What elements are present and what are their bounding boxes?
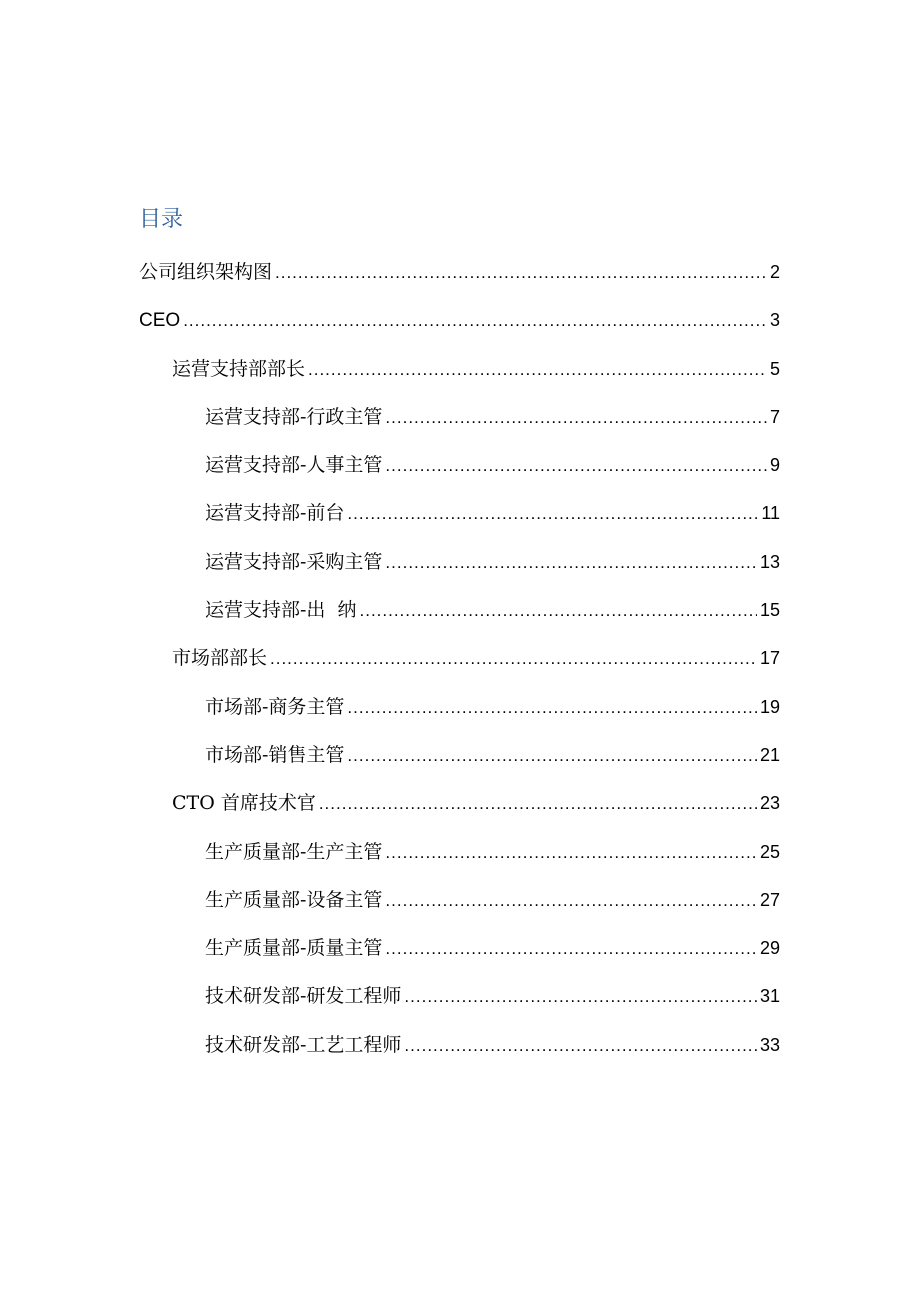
toc-entry-page: 13 (759, 551, 780, 572)
toc-entry-page: 7 (769, 406, 780, 427)
toc-entry-page: 31 (759, 986, 780, 1007)
toc-entry-title: 市场部-销售主管 (205, 743, 345, 766)
toc-entry-page: 21 (759, 744, 780, 765)
toc-entry-page: 29 (759, 938, 780, 959)
toc-entry[interactable] (0, 493, 780, 541)
toc-entry-title: 公司组织架构图 (139, 261, 273, 283)
toc-entry-page: 9 (769, 455, 780, 476)
toc-entry-page: 27 (759, 889, 780, 910)
toc-entry-title: 运营支持部-前台 (205, 502, 345, 525)
toc-dot-leader (270, 645, 757, 673)
toc-entry[interactable] (0, 542, 780, 590)
toc-dot-leader (347, 694, 757, 722)
toc-entry-page: 23 (759, 793, 780, 814)
toc-entry-title: 运营支持部-行政主管 (205, 405, 383, 428)
toc-entry-title: 技术研发部-研发工程师 (205, 985, 402, 1008)
toc-entry[interactable] (0, 638, 780, 686)
toc-entry[interactable] (0, 880, 780, 928)
toc-entry-title: 生产质量部-生产主管 (205, 840, 383, 863)
toc-dot-leader (385, 549, 757, 577)
toc-entry-title: 运营支持部-采购主管 (205, 550, 383, 573)
toc-heading: 目录 (139, 207, 184, 232)
toc-dot-leader (347, 742, 757, 770)
toc-entry[interactable] (0, 735, 780, 783)
toc-entry-page: 15 (759, 600, 780, 621)
toc-entry-title: 生产质量部-质量主管 (205, 937, 383, 960)
toc-entry-page: 19 (759, 696, 780, 717)
toc-entry-page: 25 (759, 841, 780, 862)
toc-entry[interactable] (0, 1025, 780, 1073)
toc-entry[interactable] (0, 300, 780, 348)
toc-dot-leader (385, 404, 767, 432)
toc-dot-leader (404, 1032, 757, 1060)
toc-entry[interactable] (0, 687, 780, 735)
toc-entry-title: 技术研发部-工艺工程师 (205, 1033, 402, 1056)
toc-entry-page: 3 (769, 310, 780, 331)
toc-entry[interactable] (0, 349, 780, 397)
toc-dot-leader (404, 983, 757, 1011)
toc-entry[interactable] (0, 397, 780, 445)
toc-dot-leader (385, 839, 757, 867)
toc-entry[interactable] (0, 928, 780, 976)
toc-dot-leader (385, 452, 767, 480)
toc-entry-page: 5 (769, 358, 780, 379)
toc-dot-leader (275, 259, 767, 287)
toc-entry-page: 11 (761, 503, 780, 524)
toc-entry-page: 17 (759, 648, 780, 669)
toc-dot-leader (319, 790, 757, 818)
toc-entry-page: 2 (769, 262, 780, 282)
toc-entry[interactable] (0, 590, 780, 638)
toc-entry[interactable] (0, 976, 780, 1024)
toc-dot-leader (360, 597, 757, 625)
toc-list (0, 252, 920, 1073)
toc-entry-title: 运营支持部-出 纳 (205, 599, 357, 622)
toc-entry-title: 市场部部长 (172, 647, 268, 670)
toc-entry-page: 33 (759, 1034, 780, 1055)
toc-entry-title: 生产质量部-设备主管 (205, 888, 383, 911)
toc-dot-leader (183, 307, 767, 335)
toc-entry[interactable] (0, 252, 780, 300)
toc-dot-leader (308, 356, 767, 384)
toc-entry[interactable] (0, 832, 780, 880)
toc-dot-leader (385, 887, 757, 915)
toc-dot-leader (385, 935, 757, 963)
toc-entry-title: 运营支持部-人事主管 (205, 454, 383, 477)
toc-entry-title: 市场部-商务主管 (205, 695, 345, 718)
toc-entry-title: CEO (139, 310, 181, 332)
toc-entry-title: CTO 首席技术官 (172, 792, 316, 815)
toc-entry[interactable] (0, 783, 780, 831)
toc-dot-leader (347, 500, 758, 528)
toc-entry[interactable] (0, 445, 780, 493)
toc-entry-title: 运营支持部部长 (172, 357, 306, 380)
